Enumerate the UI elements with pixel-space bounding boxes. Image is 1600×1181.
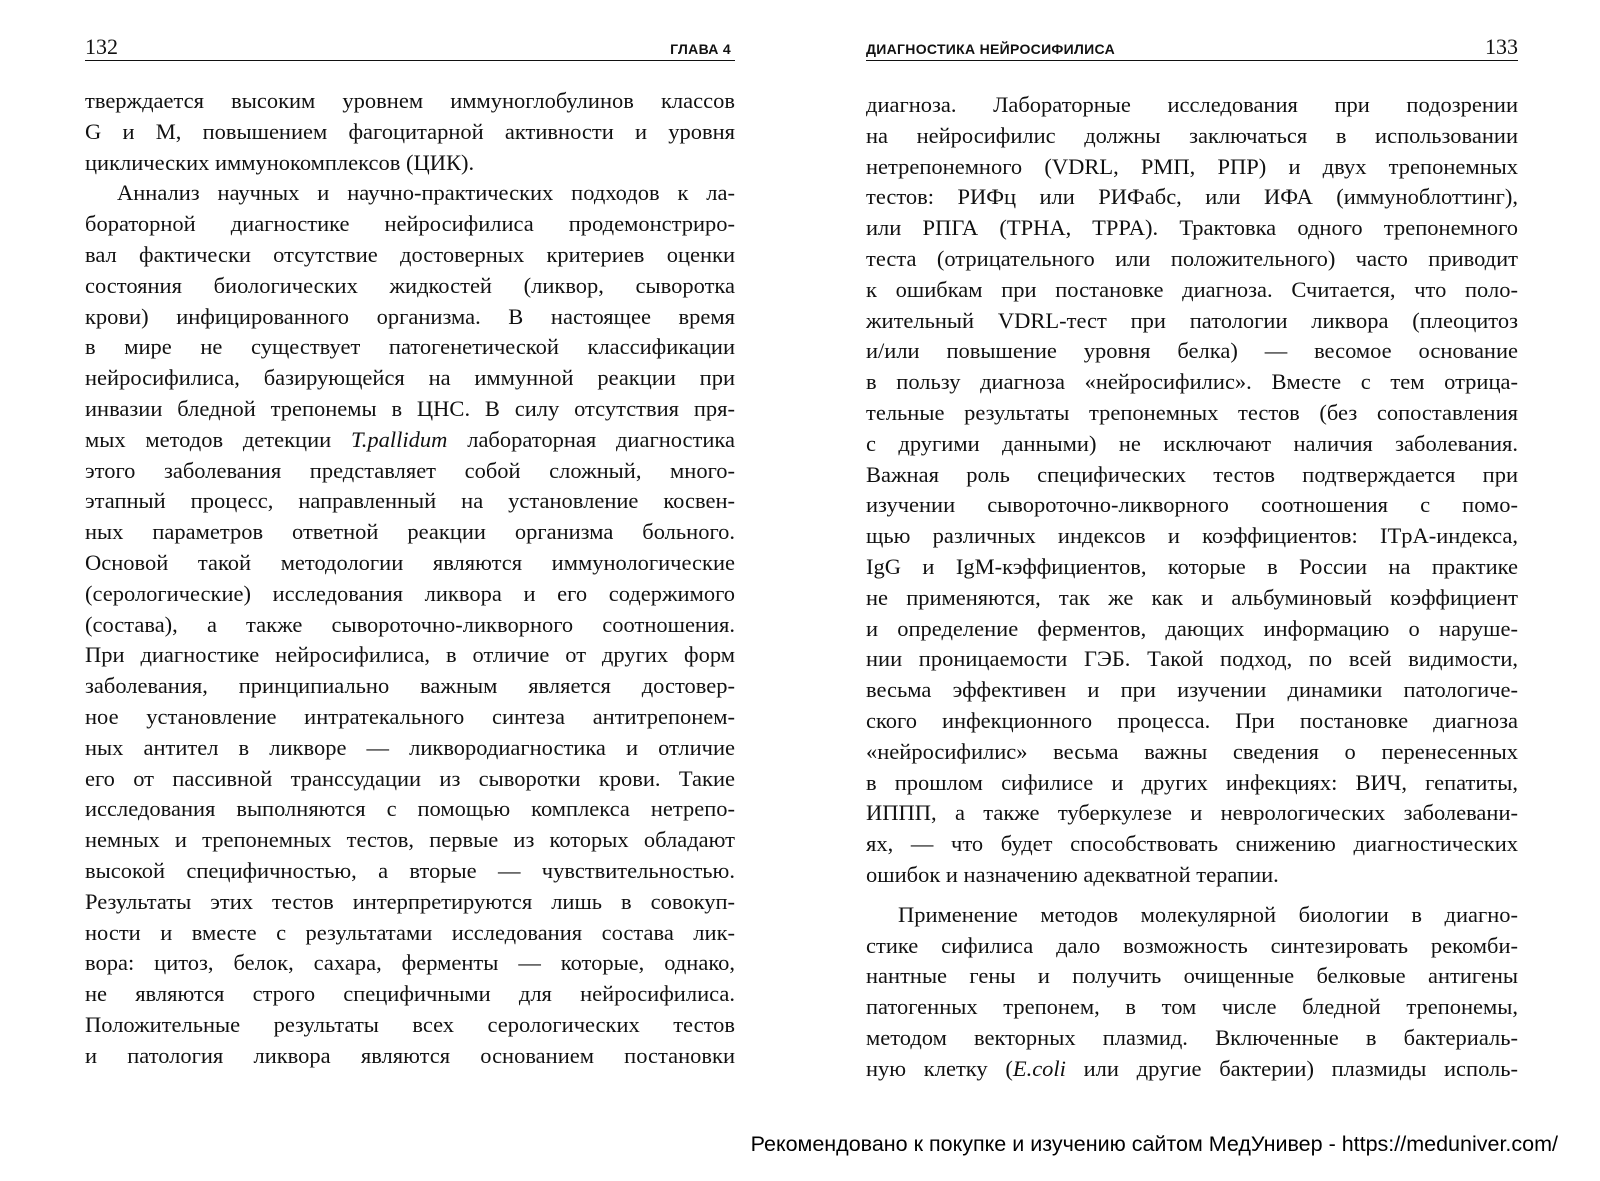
text-line: в мире не существует патогенетической классификации bbox=[85, 334, 735, 360]
text-line: стике сифилиса дало возможность синтезировать рекомби- bbox=[866, 932, 1518, 958]
text-line: нейросифилиса, базирующейся на иммунной реакции при bbox=[85, 365, 735, 391]
text-line: высокой специфичностью, а вторые — чувствительностью. bbox=[85, 857, 735, 883]
text-line: исследования выполняются с помощью комплекса нетрепо- bbox=[85, 796, 735, 822]
text-line: IgG и IgM-кэффициентов, которые в России на практике bbox=[866, 553, 1518, 579]
text-line: к ошибкам при постановке диагноза. Считается, что поло- bbox=[866, 276, 1518, 302]
text-line: бораторной диагностике нейросифилиса продемонстриро- bbox=[85, 211, 735, 237]
text-line: щью различных индексов и коэффициентов: ITpA-индекса, bbox=[866, 523, 1518, 549]
right-page-header bbox=[866, 30, 1518, 61]
text-line: нантные гены и получить очищенные белковые антигены bbox=[866, 963, 1518, 989]
text-line: (серологические) исследования ликвора и его содержимого bbox=[85, 580, 735, 606]
body-text bbox=[85, 86, 735, 1072]
text-line: состояния биологических жидкостей (ликвор, сыворотка bbox=[85, 272, 735, 298]
text-line: G и M, повышением фагоцитарной активности и уровня bbox=[85, 118, 735, 144]
text-line: тверждается высоким уровнем иммуноглобулинов классов bbox=[85, 88, 735, 113]
text-line: При диагностике нейросифилиса, в отличие от других форм bbox=[85, 642, 735, 668]
text-line: ных антител в ликворе — ликвородиагностика и отличие bbox=[85, 734, 735, 760]
text-line: с другими данными) не исключают наличия заболевания. bbox=[866, 430, 1518, 456]
text-line: «нейросифилис» весьма важны сведения о перенесенных bbox=[866, 738, 1518, 764]
text-line: Результаты этих тестов интерпретируются лишь в совокуп- bbox=[85, 888, 735, 914]
text-line: крови) инфицированного организма. В настоящее время bbox=[85, 303, 735, 329]
text-line: ях, — что будет способствовать снижению диагностических bbox=[866, 831, 1518, 857]
page-number: 133 bbox=[1485, 34, 1518, 59]
text-line: ное установление интратекального синтеза антитрепонем- bbox=[85, 703, 735, 729]
text-line: на нейросифилис должны заключаться в использовании bbox=[866, 122, 1518, 148]
footer-watermark: Рекомендовано к покупке и изучению сайтом МедУнивер - https://meduniver.com/ bbox=[750, 1132, 1558, 1156]
text-line: не являются строго специфичными для нейросифилиса. bbox=[85, 981, 735, 1007]
text-line: тестов: РИФц или РИФабс, или ИФА (иммуноблоттинг), bbox=[866, 184, 1518, 210]
text-line: нии проницаемости ГЭБ. Такой подход, по всей видимости, bbox=[866, 646, 1518, 672]
text-line: вора: цитоз, белок, сахара, ферменты — которые, однако, bbox=[85, 950, 735, 976]
text-line: Положительные результаты всех серологических тестов bbox=[85, 1011, 735, 1037]
text-line: жительный VDRL-тест при патологии ликвора (плеоцитоз bbox=[866, 307, 1518, 333]
text-line: этапный процесс, направленный на установление косвен- bbox=[85, 488, 735, 514]
text-line: этого заболевания представляет собой сложный, много- bbox=[85, 457, 735, 483]
text-line: тельные результаты трепонемных тестов (без сопоставления bbox=[866, 399, 1518, 425]
text-line: весьма эффективен и при изучении динамики патологиче- bbox=[866, 677, 1518, 703]
text-line: Основой такой методологии являются иммунологические bbox=[85, 549, 735, 575]
body-text bbox=[866, 90, 1518, 1085]
text-line: не применяются, так же как и альбуминовый коэффициент bbox=[866, 584, 1518, 610]
text-line: ИППП, а также туберкулезе и неврологических заболевани- bbox=[866, 800, 1518, 826]
text-line: ных параметров ответной реакции организма больного. bbox=[85, 519, 735, 545]
text-line: методом векторных плазмид. Включенные в бактериаль- bbox=[866, 1024, 1518, 1050]
page-number: 132 bbox=[85, 34, 118, 59]
text-line: ности и вместе с результатами исследования состава лик- bbox=[85, 919, 735, 945]
text-line: и патология ликвора являются основанием постановки bbox=[85, 1042, 735, 1068]
text-line: Применение методов молекулярной биологии в диагно- bbox=[898, 901, 1518, 927]
text-line: (состава), а также сывороточно-ликворного соотношения. bbox=[85, 611, 735, 637]
text-line: теста (отрицательного или положительного) часто приводит bbox=[866, 245, 1518, 271]
text-line: ского инфекционного процесса. При постановке диагноза bbox=[866, 707, 1518, 733]
text-line: в пользу диагноза «нейросифилис». Вместе с тем отрица- bbox=[866, 369, 1518, 395]
text-line: Аннализ научных и научно-практических подходов к ла- bbox=[117, 180, 735, 206]
text-line: циклических иммунокомплексов (ЦИК). bbox=[85, 149, 475, 175]
running-head: ДИАГНОСТИКА НЕЙРОСИФИЛИСА bbox=[866, 41, 1115, 57]
text-line: диагноза. Лабораторные исследования при подозрении bbox=[866, 92, 1518, 117]
running-head: ГЛАВА 4 bbox=[670, 41, 731, 57]
text-line: и определение ферментов, дающих информацию о наруше- bbox=[866, 615, 1518, 641]
text-line: в прошлом сифилисе и других инфекциях: ВИЧ, гепатиты, bbox=[866, 769, 1518, 795]
taxon-italic: E.coli bbox=[1012, 1055, 1066, 1081]
text-line: нетрепонемного (VDRL, РМП, РПР) и двух трепонемных bbox=[866, 153, 1518, 179]
text-line: его от пассивной транссудации из сыворотки крови. Такие bbox=[85, 765, 735, 791]
text-line: заболевания, принципиально важным является достовер- bbox=[85, 673, 735, 699]
text-line: ную клетку (E.coli или другие бактерии) плазмиды исполь- bbox=[866, 1055, 1519, 1081]
text-line: вал фактически отсутствие достоверных критериев оценки bbox=[85, 241, 735, 267]
text-line: патогенных трепонем, в том числе бледной трепонемы, bbox=[866, 994, 1518, 1020]
text-line: или РПГА (TPHA, TPPA). Трактовка одного трепонемного bbox=[866, 215, 1518, 241]
text-line: и/или повышение уровня белка) — весомое основание bbox=[866, 338, 1518, 364]
taxon-italic: T.pallidum bbox=[350, 426, 448, 452]
text-line: изучении сывороточно-ликворного соотношения с помо- bbox=[866, 492, 1518, 518]
text-line: ошибок и назначению адекватной терапии. bbox=[866, 861, 1279, 887]
text-line: мых методов детекции T.pallidum лабораторная диагностика bbox=[85, 426, 735, 452]
text-line: немных и трепонемных тестов, первые из которых обладают bbox=[85, 827, 735, 853]
left-page-header bbox=[85, 30, 735, 61]
text-line: Важная роль специфических тестов подтверждается при bbox=[866, 461, 1518, 487]
text-line: инвазии бледной трепонемы в ЦНС. В силу отсутствия пря- bbox=[85, 395, 735, 421]
